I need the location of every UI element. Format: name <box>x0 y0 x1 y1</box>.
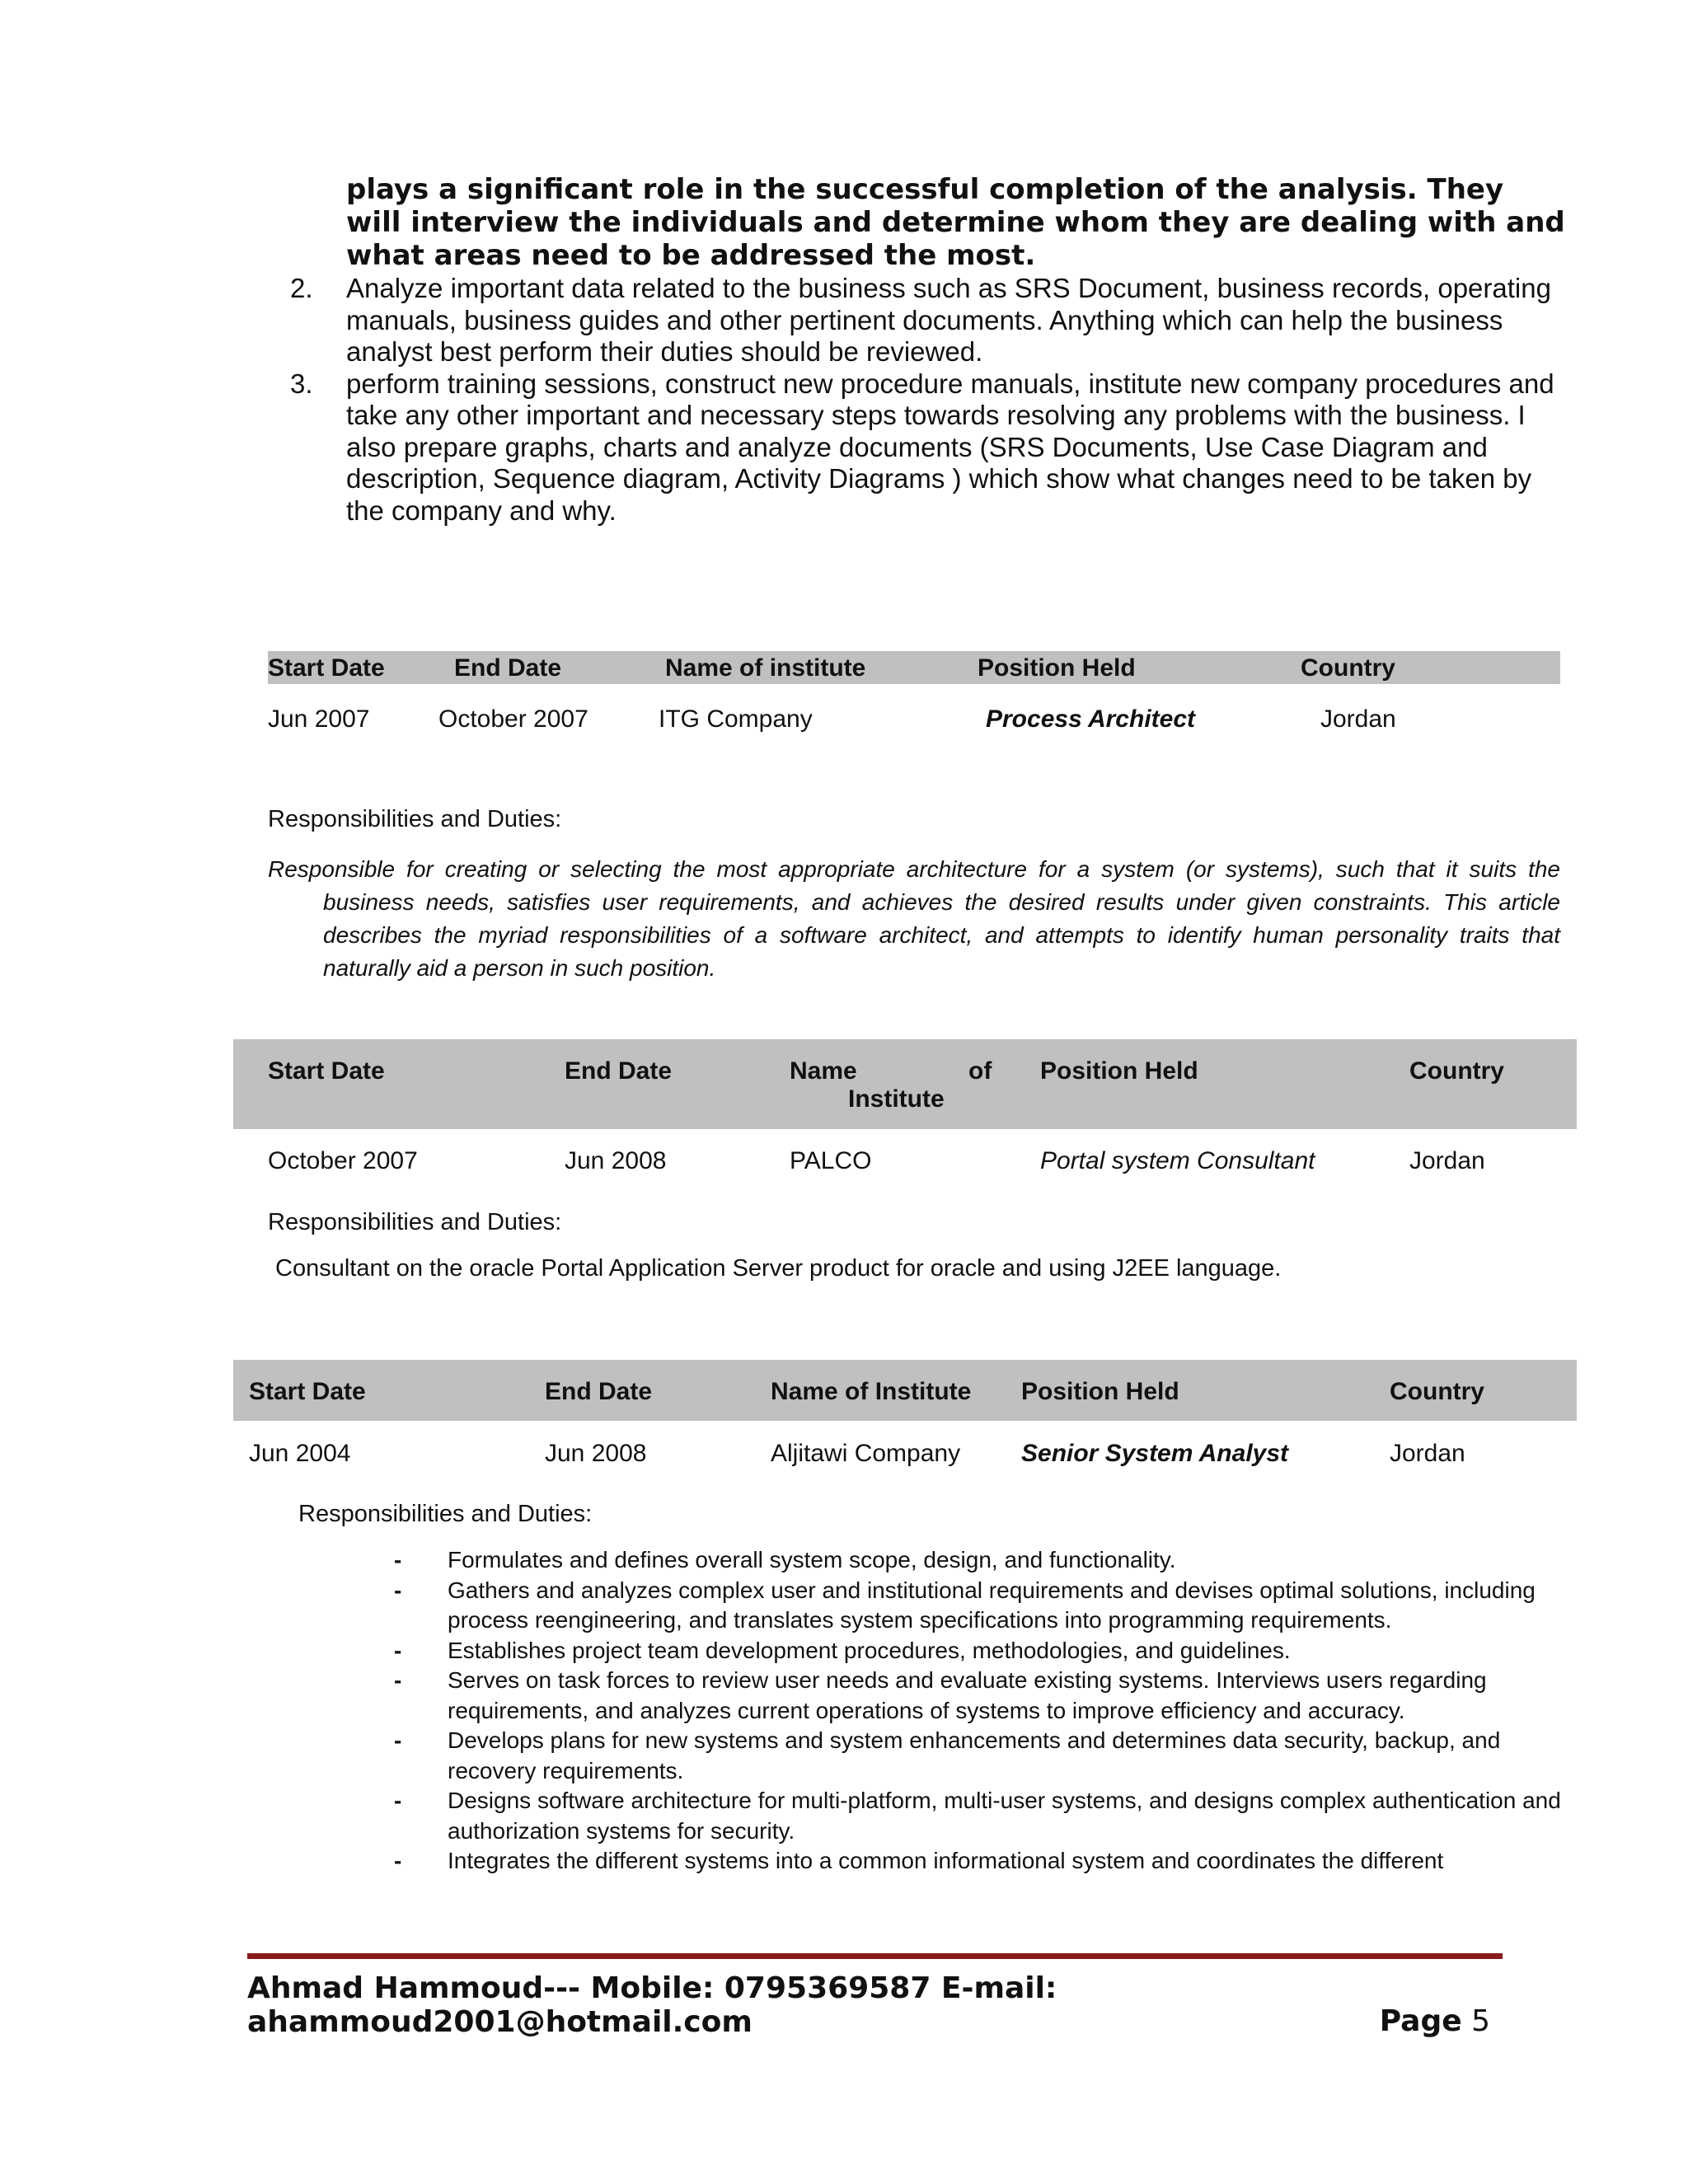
numbered-item <box>290 273 1576 368</box>
job2-header-name: Name <box>790 1057 857 1085</box>
job2-table-header <box>233 1039 1577 1129</box>
job1-description: Responsible for creating or selecting the most appropriate architecture for a system (or systems), such that it suits the business needs, satisfies user requirements, and achieves the desired results under given constraints. This article describes the myriad responsibilities of a software architect, and attempts to identify human personality traits that naturally aid a person in such position. <box>268 856 1560 981</box>
list-item-text: Gathers and analyzes complex user and institutional requirements and devises optimal solutions, including process reengineering, and translates system specifications into programming requirements. <box>448 1577 1536 1633</box>
item-number: 3. <box>290 368 313 399</box>
job1-header-start-date: Start Date <box>268 654 385 682</box>
job3-header-end-date: End Date <box>545 1378 653 1405</box>
job3-position: Senior System Analyst <box>1021 1440 1289 1467</box>
bullet-dash: - <box>394 1788 402 1813</box>
page-number-value: 5 <box>1471 2004 1490 2038</box>
job2-country: Jordan <box>1409 1147 1485 1174</box>
job3-duties-list <box>394 1545 1564 1877</box>
bullet-dash: - <box>394 1727 402 1753</box>
list-item-text: Develops plans for new systems and system enhancements and determines data security, backup, and recovery requirements. <box>448 1727 1501 1783</box>
job2-position: Portal system Consultant <box>1040 1147 1315 1174</box>
job3-header-start-date: Start Date <box>249 1378 366 1405</box>
list-item-text: Designs software architecture for multi-platform, multi-user systems, and designs complex authentication and authorization systems for security. <box>448 1788 1561 1844</box>
list-item-text: Serves on task forces to review user needs and evaluate existing systems. Interviews users regarding requirements, and analyzes current operations of systems to improve efficiency and accuracy. <box>448 1667 1487 1723</box>
list-item-text: Establishes project team development procedures, methodologies, and guidelines. <box>448 1637 1291 1663</box>
job2-institute: PALCO <box>790 1147 872 1174</box>
bullet-dash: - <box>394 1637 402 1663</box>
item-number: 2. <box>290 273 313 303</box>
bullet-dash: - <box>394 1848 402 1873</box>
bullet-dash: - <box>394 1547 402 1572</box>
list-item <box>394 1726 1564 1786</box>
job2-start-date: October 2007 <box>268 1147 418 1174</box>
job2-header-country: Country <box>1409 1057 1504 1085</box>
job1-end-date: October 2007 <box>438 705 588 733</box>
list-item-text: Formulates and defines overall system scope, design, and functionality. <box>448 1547 1176 1572</box>
job2-header-end-date: End Date <box>565 1057 673 1085</box>
job3-responsibilities-label: Responsibilities and Duties: <box>298 1501 593 1527</box>
job2-description: Consultant on the oracle Portal Application Server product for oracle and using J2EE language. <box>275 1255 1282 1282</box>
job3-header-country: Country <box>1390 1378 1484 1405</box>
job3-end-date: Jun 2008 <box>545 1440 647 1467</box>
job2-header-position: Position Held <box>1040 1057 1198 1085</box>
job1-country: Jordan <box>1320 705 1396 733</box>
job3-header-position: Position Held <box>1021 1378 1179 1405</box>
numbered-list <box>290 273 1576 527</box>
list-item <box>394 1666 1564 1726</box>
bullet-dash: - <box>394 1667 402 1693</box>
job1-responsibilities-label: Responsibilities and Duties: <box>268 806 562 832</box>
page-label: Page <box>1379 2004 1462 2038</box>
job1-start-date: Jun 2007 <box>268 705 370 733</box>
job1-header-institute: Name of institute <box>665 654 866 682</box>
job1-institute: ITG Company <box>659 705 813 733</box>
footer-rule <box>247 1953 1503 1959</box>
job3-country: Jordan <box>1390 1440 1465 1467</box>
list-item <box>394 1786 1564 1846</box>
job2-header-institute: Institute <box>848 1085 945 1113</box>
bullet-dash: - <box>394 1577 402 1603</box>
job1-header-position: Position Held <box>978 654 1136 682</box>
numbered-item <box>290 368 1576 527</box>
item-text: perform training sessions, construct new procedure manuals, institute new company procedures and take any other important and necessary steps towards resolving any problems with the business. I also prepare graphs, charts and analyze documents (SRS Documents, Use Case Diagram and description, Sequence diagram, Activity Diagrams ) which show what changes need to be taken by the company and why. <box>346 368 1554 526</box>
list-item <box>394 1545 1564 1576</box>
job3-header-institute: Name of Institute <box>771 1378 972 1405</box>
job1-header-end-date: End Date <box>454 654 562 682</box>
intro-bold-paragraph: plays a significant role in the successful completion of the analysis. They will interview the individuals and determine whom they are dealing with and what areas need to be addressed the most. <box>346 173 1565 272</box>
list-item <box>394 1576 1564 1636</box>
page-number <box>1380 2004 1490 2038</box>
list-item-text: Integrates the different systems into a common informational system and coordinates the different <box>448 1848 1444 1873</box>
job1-position: Process Architect <box>986 705 1196 733</box>
list-item <box>394 1636 1564 1666</box>
job1-header-country: Country <box>1301 654 1395 682</box>
job2-header-of: of <box>968 1057 992 1085</box>
job3-start-date: Jun 2004 <box>249 1440 351 1467</box>
footer-contact: Ahmad Hammoud--- Mobile: 0795369587 E-mail: ahammoud2001@hotmail.com <box>247 1971 1057 2039</box>
job2-responsibilities-label: Responsibilities and Duties: <box>268 1209 562 1235</box>
item-text: Analyze important data related to the business such as SRS Document, business records, operating manuals, business guides and other pertinent documents. Anything which can help the business analyst best perform their duties should be reviewed. <box>346 273 1551 367</box>
job2-header-start-date: Start Date <box>268 1057 385 1085</box>
job3-institute: Aljitawi Company <box>771 1440 961 1467</box>
list-item <box>394 1846 1564 1877</box>
job2-end-date: Jun 2008 <box>565 1147 667 1174</box>
